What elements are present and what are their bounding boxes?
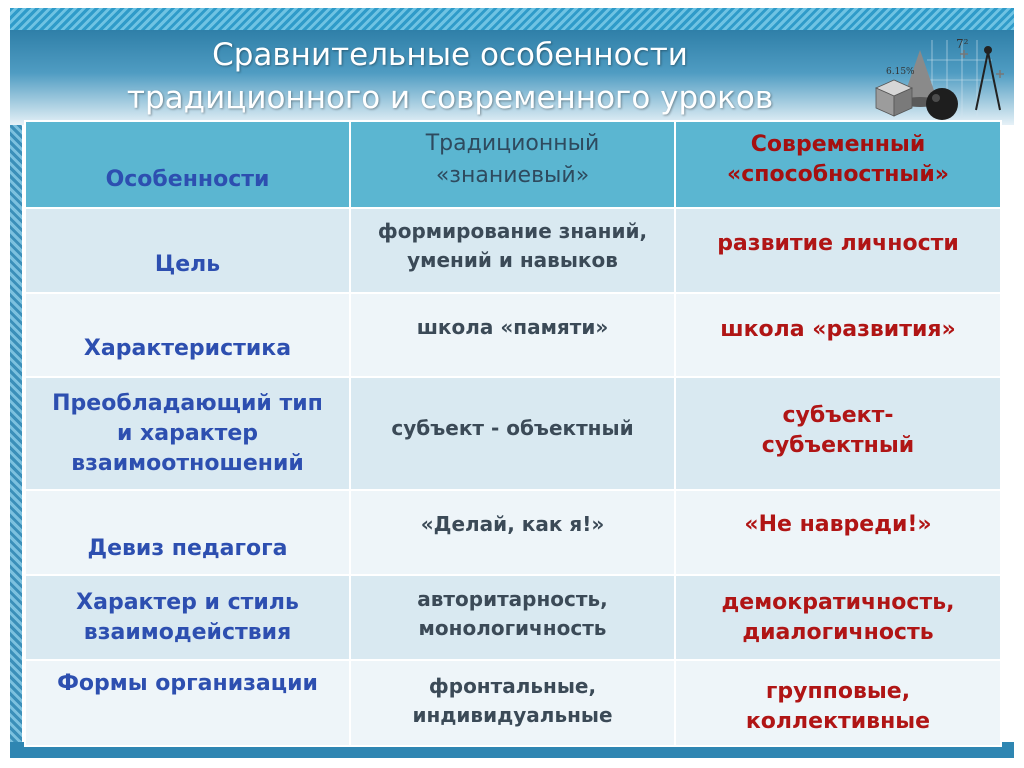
modern-cell bbox=[675, 490, 1001, 575]
traditional-text: формирование знаний, bbox=[377, 219, 648, 243]
feature-text: Преобладающий тип bbox=[52, 390, 323, 416]
table-header bbox=[25, 121, 1001, 208]
feature-text: Формы организации bbox=[57, 671, 318, 696]
slide-title-line-1: Сравнительные особенности bbox=[212, 37, 688, 73]
header-modern-line-2: «способностный» bbox=[727, 162, 949, 187]
modern-cell bbox=[675, 293, 1001, 377]
top-decorative-stripe bbox=[10, 8, 1014, 30]
table-header-row bbox=[25, 121, 1001, 208]
modern-text: диалогичность bbox=[742, 619, 934, 645]
header-traditional bbox=[350, 121, 675, 208]
slide-title bbox=[40, 34, 860, 120]
modern-text: развитие личности bbox=[717, 230, 959, 256]
traditional-text: фронтальные, bbox=[428, 674, 597, 698]
traditional-text: индивидуальные bbox=[412, 703, 613, 727]
modern-cell bbox=[675, 660, 1001, 746]
feature-text: Характеристика bbox=[83, 336, 292, 361]
modern-text: групповые, bbox=[765, 679, 911, 704]
header-modern-line-1: Современный bbox=[750, 132, 926, 157]
header-features bbox=[25, 121, 350, 208]
table-row bbox=[25, 377, 1001, 490]
slide-title-line-2: традиционного и современного уроков bbox=[126, 80, 774, 116]
traditional-text: «Делай, как я!» bbox=[420, 512, 605, 536]
feature-cell bbox=[25, 293, 350, 377]
modern-cell bbox=[675, 208, 1001, 293]
traditional-text: субъект - объектный bbox=[391, 416, 634, 440]
traditional-cell bbox=[350, 490, 675, 575]
geometry-shapes-icon bbox=[872, 30, 1012, 122]
table-row bbox=[25, 490, 1001, 575]
left-decorative-bar bbox=[10, 125, 22, 755]
traditional-text: монологичность bbox=[418, 615, 607, 640]
table-body bbox=[25, 208, 1001, 746]
feature-text: Цель bbox=[154, 252, 221, 277]
traditional-cell bbox=[350, 377, 675, 490]
modern-text: демократичность, bbox=[721, 589, 955, 615]
modern-text: субъект- bbox=[782, 402, 894, 428]
modern-cell bbox=[675, 575, 1001, 660]
table-row bbox=[25, 208, 1001, 293]
comparison-table bbox=[24, 120, 1002, 747]
traditional-text: авторитарность, bbox=[417, 586, 608, 611]
feature-cell bbox=[25, 575, 350, 660]
modern-text: коллективные bbox=[745, 709, 931, 734]
feature-cell bbox=[25, 660, 350, 746]
header-features-label: Особенности bbox=[105, 167, 270, 192]
feature-cell bbox=[25, 208, 350, 293]
header-traditional-line-2: «знаниевый» bbox=[435, 163, 590, 188]
modern-text: субъектный bbox=[761, 432, 915, 458]
feature-text: Характер и стиль bbox=[76, 589, 299, 615]
traditional-cell bbox=[350, 575, 675, 660]
modern-text: «Не навреди!» bbox=[744, 511, 932, 537]
feature-cell bbox=[25, 377, 350, 490]
header-traditional-line-1: Традиционный bbox=[425, 131, 600, 156]
traditional-cell bbox=[350, 208, 675, 293]
table-row bbox=[25, 660, 1001, 746]
feature-text: и характер bbox=[116, 420, 259, 446]
feature-cell bbox=[25, 490, 350, 575]
modern-cell bbox=[675, 377, 1001, 490]
feature-text: Девиз педагога bbox=[87, 536, 288, 561]
header-modern bbox=[675, 121, 1001, 208]
feature-text: взаимоотношений bbox=[71, 450, 304, 476]
traditional-cell bbox=[350, 660, 675, 746]
traditional-text: школа «памяти» bbox=[416, 314, 609, 339]
decoration-power-text: 7² bbox=[956, 37, 969, 51]
table-row bbox=[25, 575, 1001, 660]
traditional-cell bbox=[350, 293, 675, 377]
modern-text: школа «развития» bbox=[720, 317, 956, 342]
traditional-text: умений и навыков bbox=[407, 248, 618, 272]
decoration-percent-text: 6.15% bbox=[886, 67, 915, 77]
table-row bbox=[25, 293, 1001, 377]
feature-text: взаимодействия bbox=[83, 619, 292, 645]
